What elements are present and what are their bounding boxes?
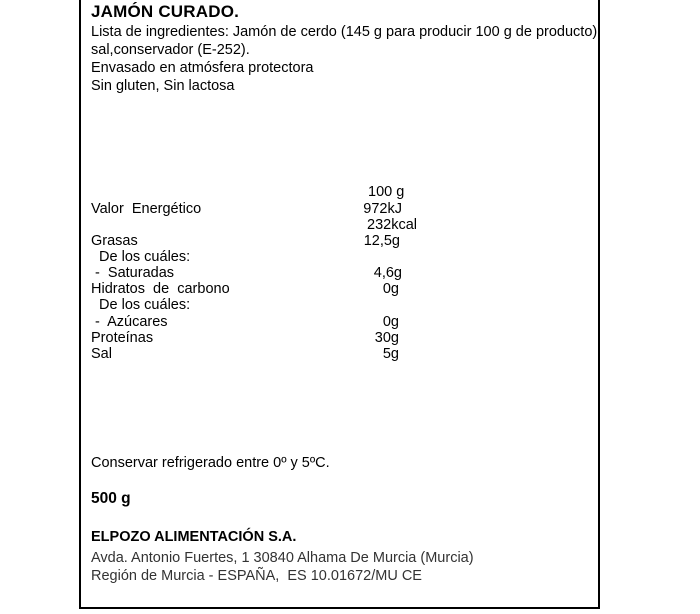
allergen-note: Sin gluten, Sin lactosa <box>91 78 235 94</box>
nutrition-row-value: 30g <box>374 330 399 346</box>
nutrition-row-value: 4,6g <box>373 265 402 281</box>
nutrition-row-value: 972kJ <box>363 201 402 217</box>
nutrition-row-label: De los cuáles: <box>91 249 191 265</box>
net-weight: 500 g <box>91 490 131 507</box>
ingredients-line-2: sal,conservador (E-252). <box>91 42 250 58</box>
nutrition-row-value: 12,5g <box>363 233 400 249</box>
nutrition-row-label: Valor Energético <box>91 201 202 217</box>
company-address: Avda. Antonio Fuertes, 1 30840 Alhama De Murcia (Murcia) <box>91 550 474 566</box>
ingredients-line-1: Lista de ingredientes: Jamón de cerdo (145 g para producir 100 g de producto), <box>91 24 602 40</box>
nutrition-row-value: 5g <box>382 346 399 362</box>
nutrition-row-label: Proteínas <box>91 330 154 346</box>
storage-instructions: Conservar refrigerado entre 0º y 5ºC. <box>91 455 330 471</box>
company-name: ELPOZO ALIMENTACIÓN S.A. <box>91 529 297 545</box>
nutrition-row-label: De los cuáles: <box>91 297 191 313</box>
product-title: JAMÓN CURADO. <box>91 2 240 21</box>
nutrition-row-label: - Saturadas <box>91 265 175 281</box>
nutrition-row-value: 0g <box>382 314 399 330</box>
nutrition-row-label: Grasas <box>91 233 138 249</box>
nutrition-row-value: 0g <box>382 281 399 297</box>
nutrition-header: 100 g <box>368 184 405 200</box>
nutrition-row-value: 232kcal <box>367 217 417 233</box>
nutrition-row-label: Sal <box>91 346 112 362</box>
packaging-note: Envasado en atmósfera protectora <box>91 60 314 76</box>
nutrition-row-label: - Azúcares <box>91 314 168 330</box>
nutrition-row-label: Hidratos de carbono <box>91 281 230 297</box>
company-region: Región de Murcia - ESPAÑA, ES 10.01672/MU CE <box>91 568 422 584</box>
